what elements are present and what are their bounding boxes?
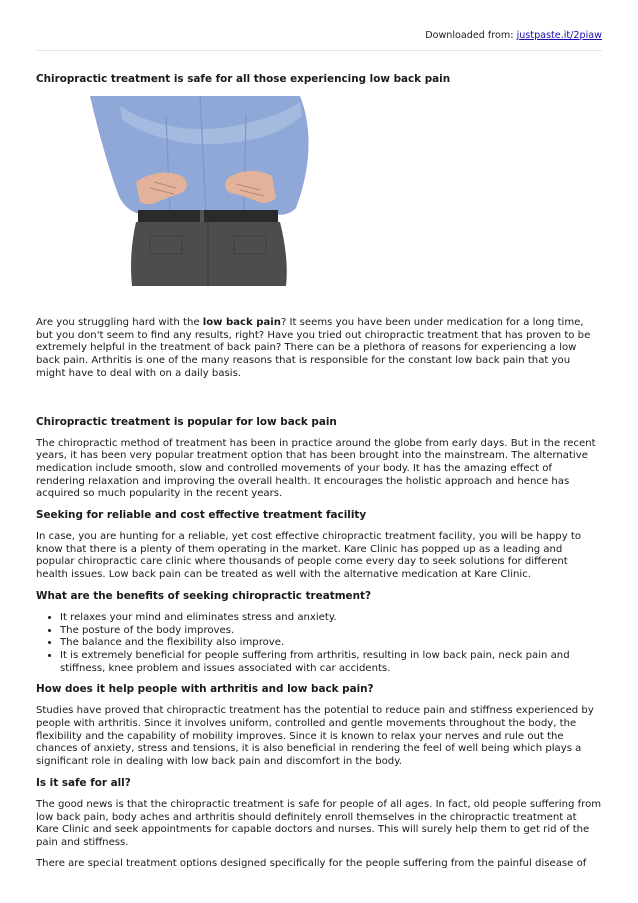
list-item: • It relaxes your mind and eliminates stress and anxiety. [60,612,602,625]
section-heading: Is it safe for all? [36,776,131,789]
section-paragraph: In case, you are hunting for a reliable, yet cost effective chiropractic treatment facility, you will be happy to know that there is a plenty of them operating in the market. Kare Clinic has popped up as a leading and popular chiropractic care clinic where thousands of people come every day to seek solutions for different health issues. Low back pain can be treated as well with the alternative medication at Kare Clinic. [36,531,582,581]
back-pain-photo [50,96,356,286]
section-paragraph: The chiropractic method of treatment has been in practice around the globe from early days. But in the recent years, it has been very popular treatment option that has been brought into the mainstream. The alternative medication include smooth, slow and controlled movements of your body. It has the amazing effect of rendering relaxation and improving the overall health. It encourages the holistic approach and hence has acquired so much popularity in the recent years. [36,437,596,500]
source-link[interactable]: justpaste.it/2piaw [516,30,602,41]
download-source-line [425,30,602,41]
section-heading: Chiropractic treatment is popular for low back pain [36,415,337,428]
section-paragraph: There are special treatment options designed specifically for the people suffering from the painful disease of [36,857,587,869]
list-item: • The posture of the body improves. [60,625,602,638]
section-heading: What are the benefits of seeking chiropractic treatment? [36,589,371,602]
list-item: • The balance and the flexibility also improve. [60,637,602,650]
section-paragraph: The good news is that the chiropractic treatment is safe for people of all ages. In fact, old people suffering from low back pain, body aches and arthritis should definitely enroll themselves in the chiropractic treatment at Kare Clinic and seek appointments for capable doctors and nurses. This will surely help them to get rid of the pain and stiffness. [36,798,602,848]
section-heading: How does it help people with arthritis and low back pain? [36,683,374,696]
list-item: • It is extremely beneficial for people suffering from arthritis, resulting in low back pain, neck pain and stiffness, knee problem and issues associated with car accidents. [60,650,602,675]
section-paragraph: Studies have proved that chiropractic treatment has the potential to reduce pain and stiffness experienced by people with arthritis. Since it involves uniform, controlled and gentle movements throughout the body, the flexibility and the capability of mobility improves. Since it is known to relax your nerves and rule out the chances of anxiety, stress and tensions, it is also beneficial in rendering the feel of well being which plays a significant role in dealing with low back pain and discomfort in the body. [36,705,594,768]
article-title: Chiropractic treatment is safe for all those experiencing low back pain [36,73,451,85]
benefits-list [36,612,602,676]
article [36,72,602,878]
intro-paragraph: Are you struggling hard with the low back pain? It seems you have been under medication for a long time, but you don't seem to find any results, right? Have you tried out chiropractic treatment that has proven to be extremely helpful in the treatment of back pain? There can be a plethora of reasons for experiencing a low back pain. Arthritis is one of the many reasons that is responsible for the constant low back pain that you might have to deal with on a daily basis. [36,317,591,379]
header-divider [36,50,602,51]
section-heading: Seeking for reliable and cost effective treatment facility [36,509,367,522]
downloaded-from-label: Downloaded from: [425,30,514,41]
